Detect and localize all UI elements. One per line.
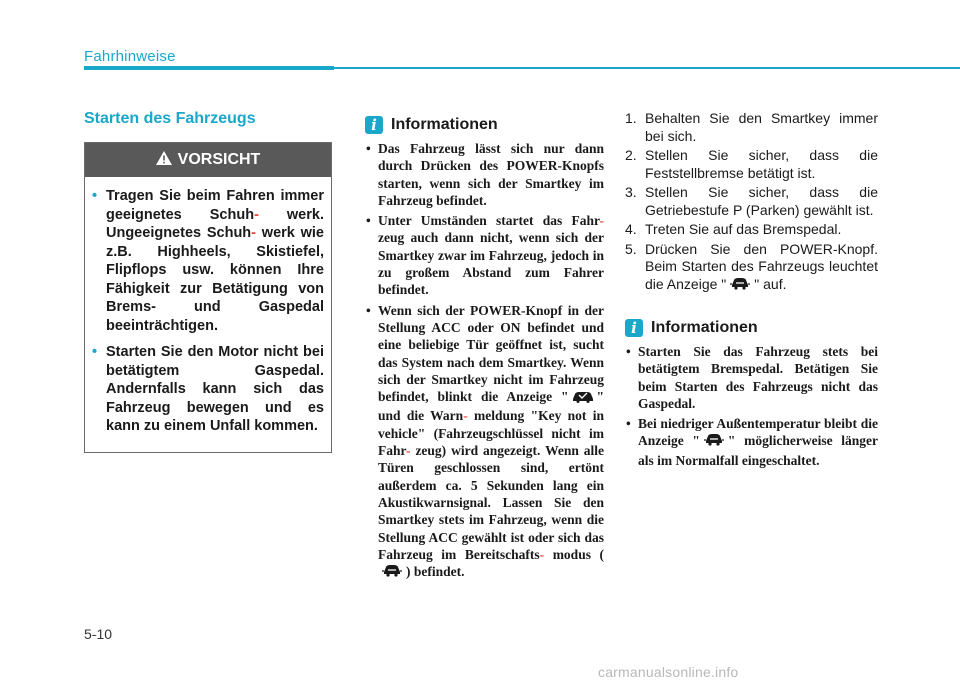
header-rule-thick (84, 66, 334, 70)
header-rule-thin (334, 67, 960, 69)
bullet-icon: • (626, 416, 631, 432)
section-title: Starten des Fahrzeugs (84, 110, 256, 127)
warning-triangle-icon (156, 151, 172, 170)
step-item: 4. Treten Sie auf das Bremspedal. (625, 221, 842, 237)
left-column (84, 110, 332, 453)
list-item: • Starten Sie das Fahrzeug stets bei betätigtem Bremspedal. Betätigen Sie beim Starten des Fahrzeugs nicht das Gaspedal. (626, 344, 878, 411)
list-item: • Unter Umständen startet das Fahr- zeug auch dann nicht, wenn sich der Smartkey zwar im Fahrzeug, jedoch in zu großem Abstand zum Fahrer befindet. (366, 213, 604, 298)
step-item: 1. Behalten Sie den Smartkey immer bei sich. (625, 110, 878, 144)
info-list (625, 343, 878, 469)
section-header: Fahrhinweise (84, 48, 176, 65)
step-item: 3. Stellen Sie sicher, dass die Getriebestufe P (Parken) gewählt ist. (625, 184, 878, 218)
bullet-icon: • (366, 213, 371, 229)
ready-mode-icon (703, 432, 725, 451)
page-number: 5-10 (84, 626, 113, 642)
bullet-icon: • (92, 344, 98, 360)
list-item: • Wenn sich der POWER-Knopf in der Stellung ACC oder ON befindet und eine beliebige Tür geöffnet ist, sucht das System nach dem Smartkey. Wenn sich der Smartkey nicht im Fahrzeug befindet, blinkt die Anzeige " " und die Warn- meldung "Key not in vehicle" (Fahrzeugschlüssel nicht im Fahr- zeug) wird angezeigt. Wenn alle Türen geschlossen sind, ertönt außerdem ca. 5 Sekunden lang ein Akustikwarnsignal. Lassen Sie den Smartkey stets im Fahrzeug, wenn die Stellung ACC gewählt ist oder sich das Fahrzeug im Bereitschafts- modus () befindet. (365, 302, 604, 583)
caution-item: • Tragen Sie beim Fahren immer geeignetes Schuh- werk. Ungeeignetes Schuh- werk wie z.B. Highheels, Skistiefel, Flipflops usw. können Ihre Fähigkeit zur Betätigung von Brems- und Gaspedal beeinträchtigen. (92, 188, 324, 334)
bullet-icon: • (626, 344, 631, 359)
step-list (625, 110, 878, 295)
info-list (365, 140, 604, 582)
info-icon: i (625, 319, 643, 337)
caution-item: • Starten Sie den Motor nicht bei betätigtem Gaspedal. Andernfalls kann sich das Fahrzeug bewegen und es kann zu einem Unfall kommen. (92, 344, 324, 434)
caution-header (85, 143, 331, 177)
info-header (365, 116, 604, 134)
right-column (625, 110, 878, 472)
info-title: Informationen (391, 116, 498, 133)
info-title: Informationen (651, 319, 758, 336)
step-item: 5. Drücken Sie den POWER-Knopf. Beim Starten des Fahrzeugs leuchtet die Anzeige " " auf. (625, 241, 878, 296)
ready-mode-icon (729, 276, 751, 296)
step-item: 2. Stellen Sie sicher, dass die Feststellbremse betätigt ist. (625, 147, 878, 181)
key-warning-icon (572, 390, 594, 407)
list-item: • Das Fahrzeug lässt sich nur dann durch Drücken des POWER-Knopfs starten, wenn sich der Smartkey im Fahrzeug befindet. (366, 141, 604, 208)
caution-body (85, 177, 331, 452)
bullet-icon: • (366, 302, 371, 318)
bullet-icon: • (92, 188, 98, 204)
middle-column (365, 116, 604, 585)
caution-label: VORSICHT (177, 151, 261, 168)
info-header (625, 319, 878, 337)
bullet-icon: • (366, 141, 371, 156)
list-item: • Bei niedriger Außentemperatur bleibt die Anzeige " " möglicherweise länger als im Normalfall eingeschaltet. (626, 416, 878, 468)
caution-box (84, 142, 332, 453)
ready-mode-icon (381, 563, 403, 582)
info-icon: i (365, 116, 383, 134)
watermark: carmanualsonline.info (598, 664, 739, 680)
